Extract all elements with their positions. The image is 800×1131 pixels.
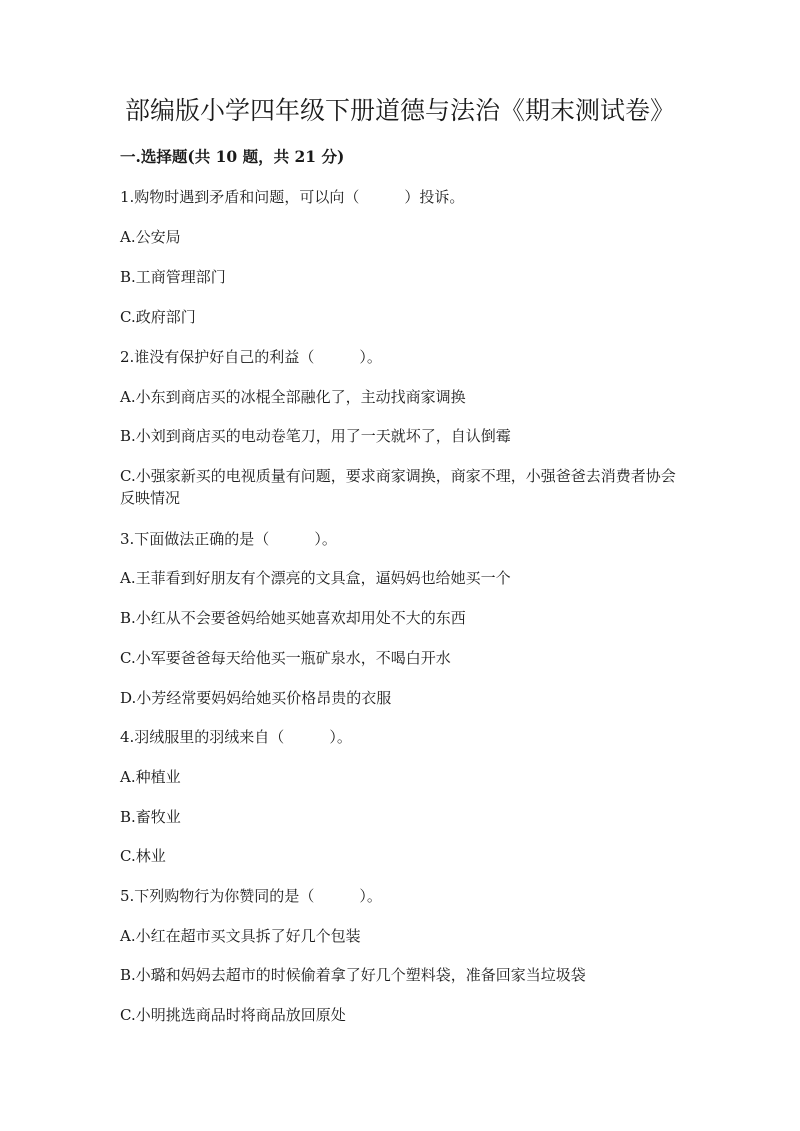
question-3-option-b: B.小红从不会要爸妈给她买她喜欢却用处不大的东西 [120,609,466,627]
question-5-stem: 5.下列购物行为你赞同的是（ ）。 [120,887,382,905]
question-4-option-c: C.林业 [120,847,166,865]
question-2-option-b: B.小刘到商店买的电动卷笔刀，用了一天就坏了，自认倒霉 [120,427,511,445]
question-2-option-a: A.小东到商店买的冰棍全部融化了，主动找商家调换 [120,388,466,406]
question-1-stem: 1.购物时遇到矛盾和问题，可以向（ ）投诉。 [120,188,465,206]
document-title: 部编版小学四年级下册道德与法治《期末测试卷》 [124,96,675,125]
question-2-option-c: C.小强家新买的电视质量有问题，要求商家调换，商家不理，小强爸爸去消费者协会反映情况 [120,467,676,507]
question-3-option-d: D.小芳经常要妈妈给她买价格昂贵的衣服 [120,689,392,707]
question-1-option-a: A.公安局 [120,228,181,246]
question-1-option-b: B.工商管理部门 [120,268,226,286]
question-3-stem: 3.下面做法正确的是（ ）。 [120,530,337,548]
question-3-option-c: C.小军要爸爸每天给他买一瓶矿泉水，不喝白开水 [120,649,451,667]
question-4-option-a: A.种植业 [120,768,181,786]
question-3-option-a: A.王菲看到好朋友有个漂亮的文具盒，逼妈妈也给她买一个 [120,569,511,587]
question-2-stem: 2.谁没有保护好自己的利益（ ）。 [120,348,382,366]
question-1-option-c: C.政府部门 [120,308,196,326]
question-5-option-a: A.小红在超市买文具拆了好几个包装 [120,927,361,945]
question-5-option-c: C.小明挑选商品时将商品放回原处 [120,1006,346,1024]
question-4-option-b: B.畜牧业 [120,808,181,826]
section-heading: 一.选择题(共 10 题，共 21 分) [120,147,345,166]
question-5-option-b: B.小璐和妈妈去超市的时候偷着拿了好几个塑料袋，准备回家当垃圾袋 [120,966,586,984]
question-4-stem: 4.羽绒服里的羽绒来自（ ）。 [120,728,352,746]
